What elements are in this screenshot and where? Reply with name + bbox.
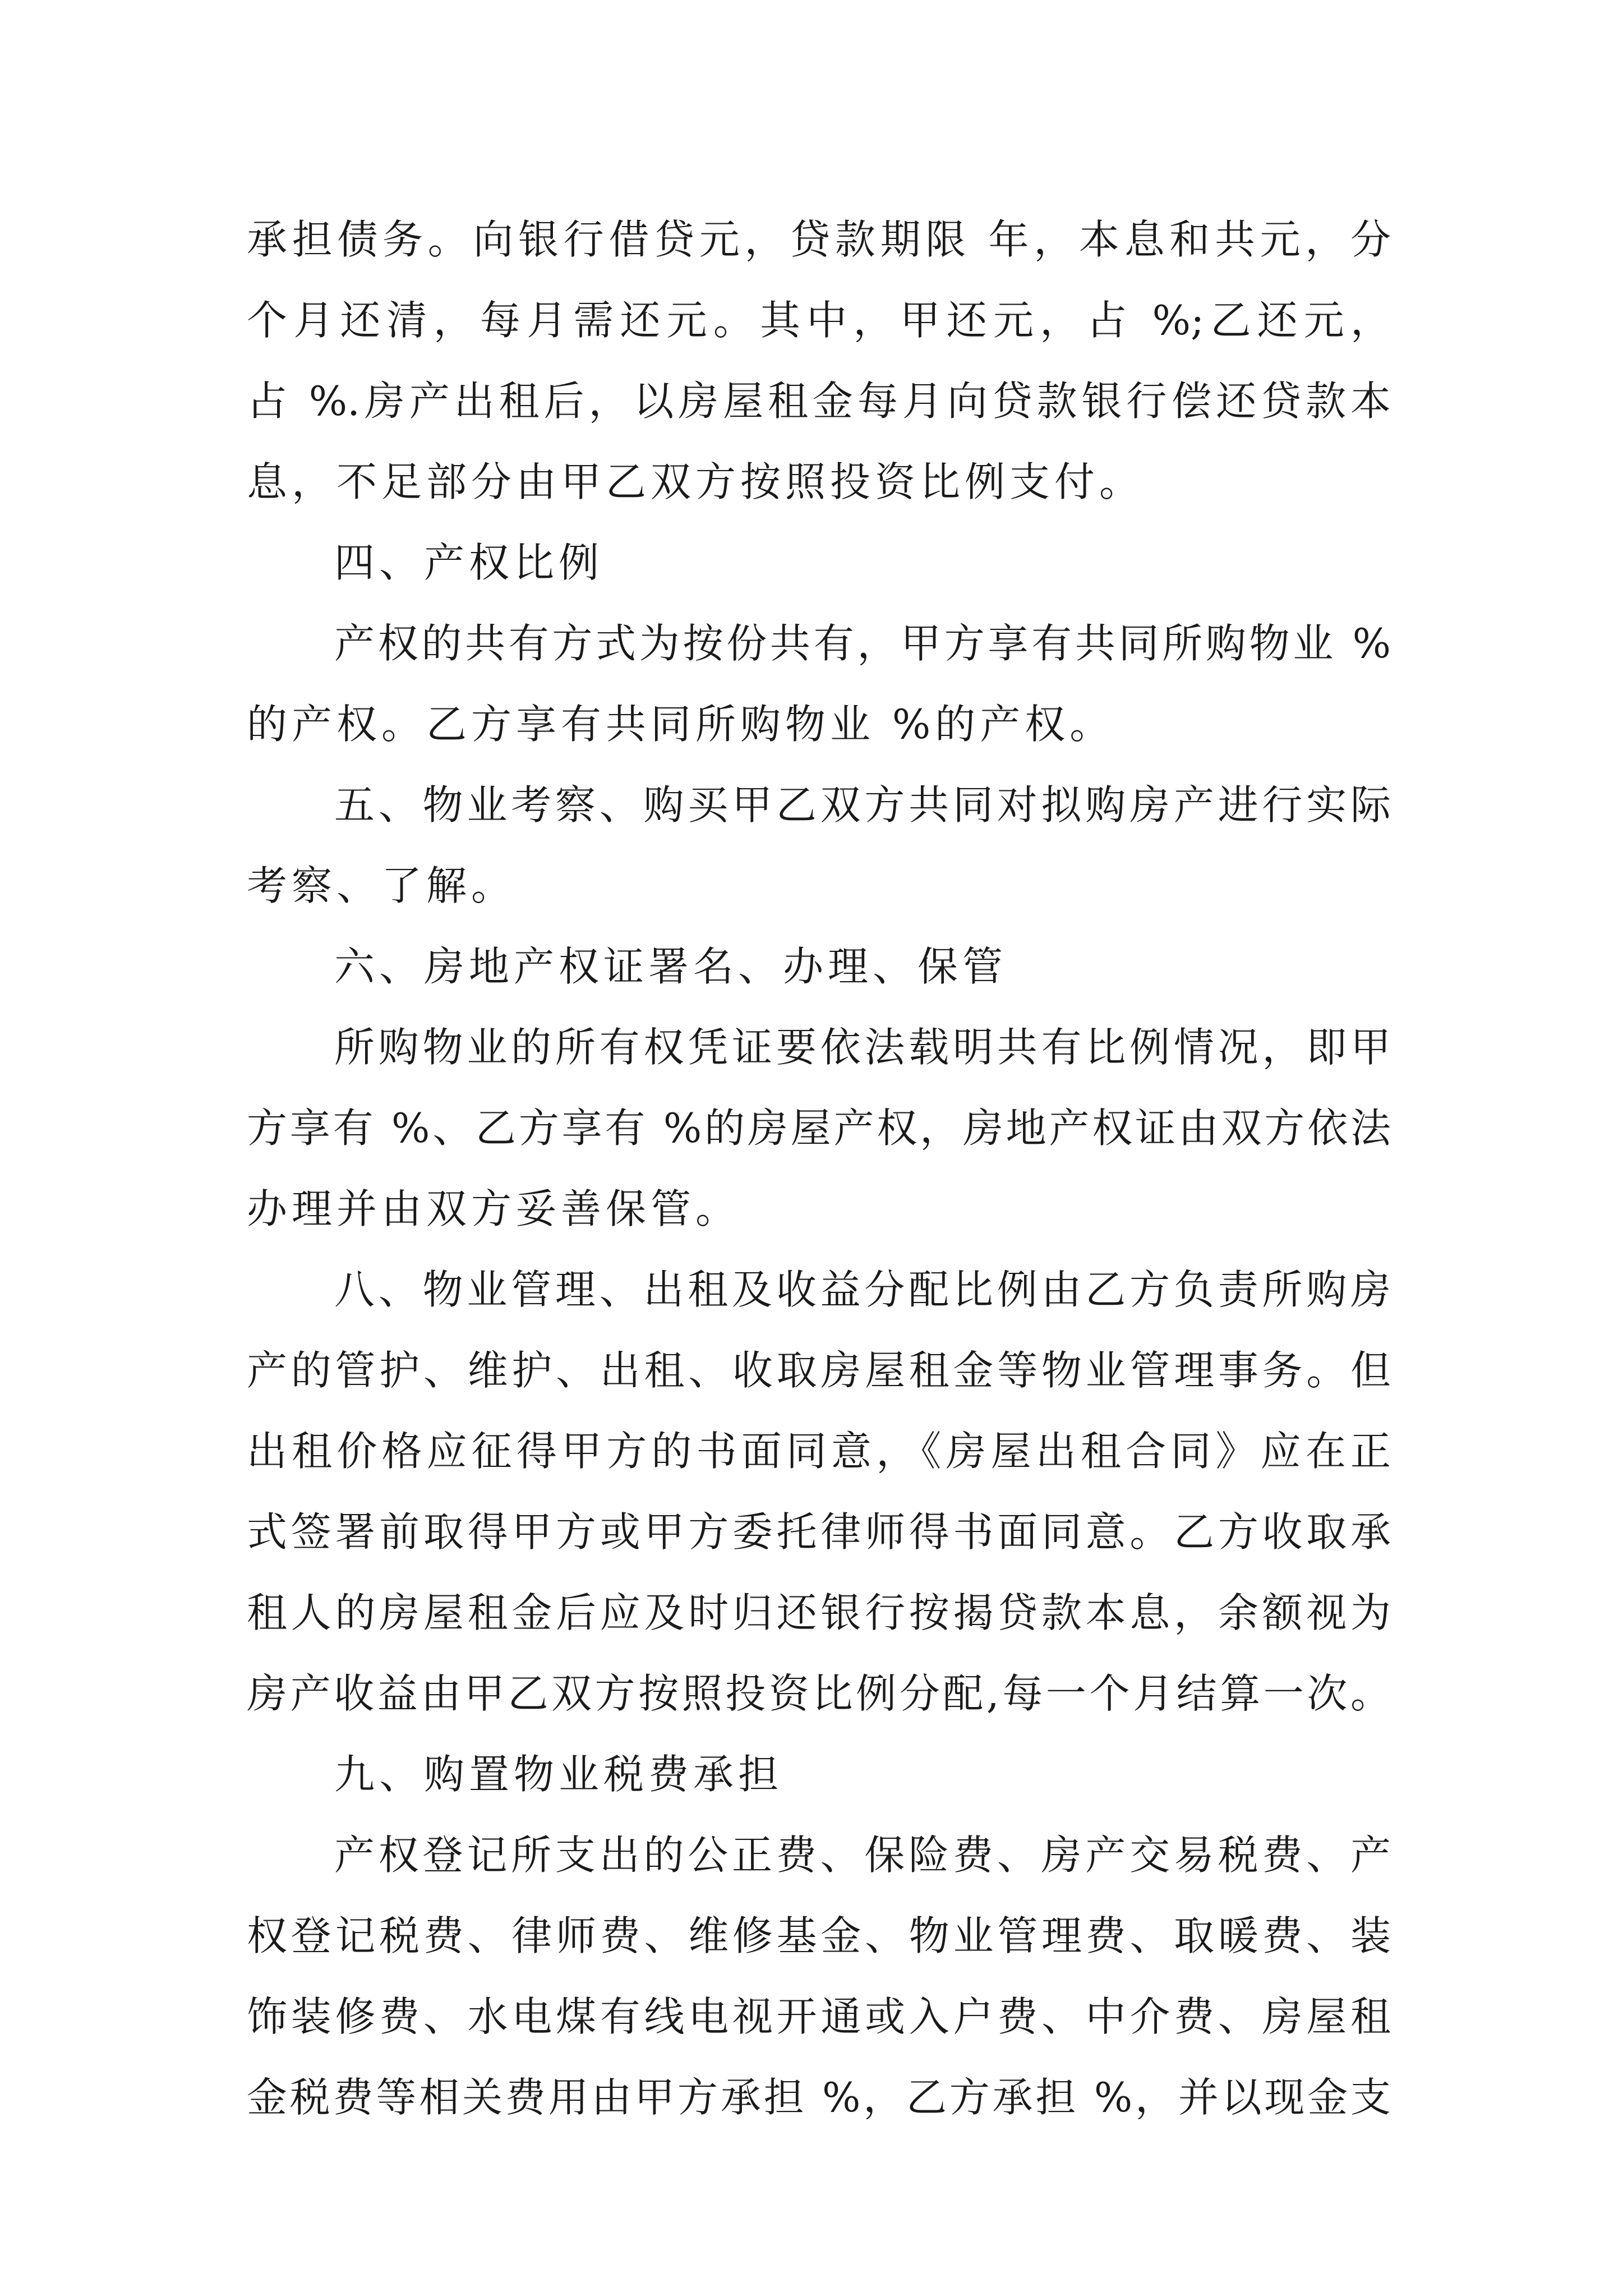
text-line: 承担债务。向银行借贷元，贷款期限 年，本息和共元，分 — [247, 216, 1391, 263]
text-line: 产权的共有方式为按份共有，甲方享有共同所购物业 % — [334, 620, 1391, 667]
text-line: 产的管护、维护、出租、收取房屋租金等物业管理事务。但 — [247, 1347, 1391, 1394]
text-line: 八、物业管理、出租及收益分配比例由乙方负责所购房 — [334, 1266, 1391, 1313]
text-line: 的产权。乙方享有共同所购物业 %的产权。 — [247, 701, 1115, 748]
text-line: 房产收益由甲乙双方按照投资比例分配,每一个月结算一次。 — [247, 1670, 1391, 1717]
text-line: 金税费等相关费用由甲方承担 %，乙方承担 %，并以现金支 — [247, 2074, 1391, 2121]
text-line: 个月还清，每月需还元。其中，甲还元，占 %;乙还元， — [247, 297, 1391, 344]
section-heading: 九、购置物业税费承担 — [334, 1751, 783, 1798]
text-line: 饰装修费、水电煤有线电视开通或入户费、中介费、房屋租 — [247, 1993, 1391, 2040]
text-line: 租人的房屋租金后应及时归还银行按揭贷款本息，余额视为 — [247, 1589, 1391, 1636]
section-heading: 六、房地产权证署名、办理、保管 — [334, 943, 1008, 990]
text-line: 方享有 %、乙方享有 %的房屋产权，房地产权证由双方依法 — [247, 1105, 1391, 1152]
text-line: 息，不足部分由甲乙双方按照投资比例支付。 — [247, 458, 1145, 505]
text-line: 占 %.房产出租后，以房屋租金每月向贷款银行偿还贷款本 — [247, 378, 1391, 425]
text-line: 式签署前取得甲方或甲方委托律师得书面同意。乙方收取承 — [247, 1508, 1391, 1556]
text-line: 五、物业考察、购买甲乙双方共同对拟购房产进行实际 — [334, 781, 1391, 829]
text-line: 出租价格应征得甲方的书面同意，《房屋出租合同》应在正 — [247, 1428, 1391, 1475]
section-heading: 四、产权比例 — [334, 539, 604, 586]
text-line: 权登记税费、律师费、维修基金、物业管理费、取暖费、装 — [247, 1912, 1391, 1959]
text-line: 考察、了解。 — [247, 862, 517, 909]
text-line: 办理并由双方妥善保管。 — [247, 1185, 741, 1232]
text-line: 所购物业的所有权凭证要依法载明共有比例情况，即甲 — [334, 1024, 1391, 1071]
text-line: 产权登记所支出的公正费、保险费、房产交易税费、产 — [334, 1832, 1391, 1879]
